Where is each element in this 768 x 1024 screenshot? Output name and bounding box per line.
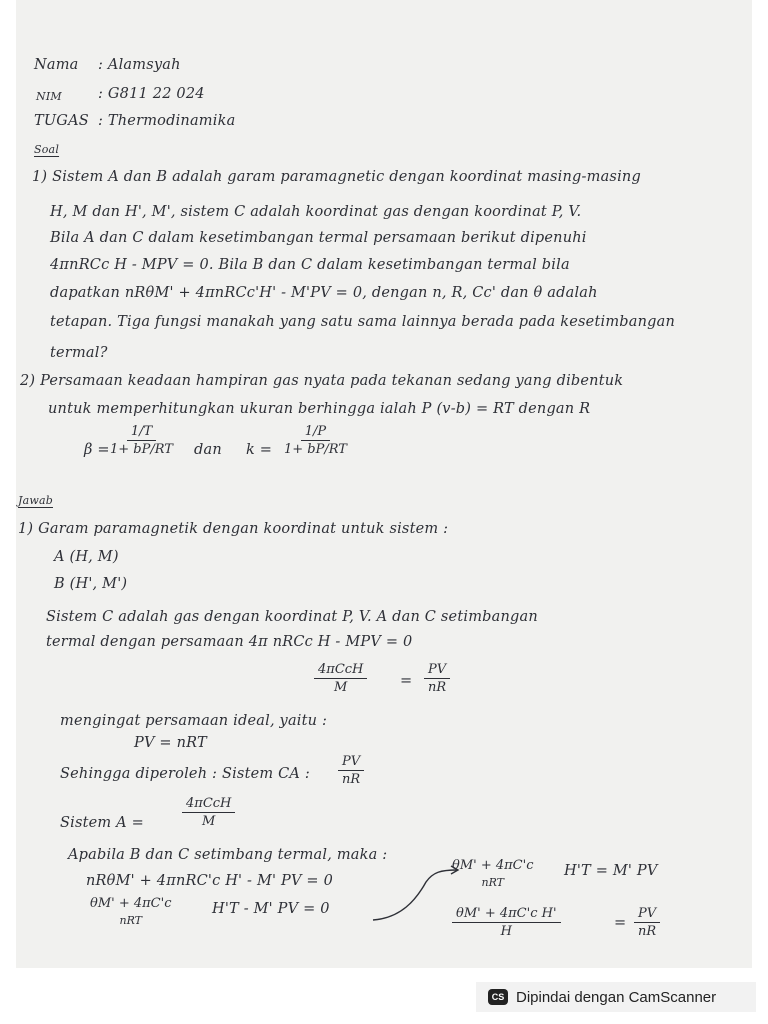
camscanner-footer — [476, 982, 756, 1012]
fraction-numerator: PV — [338, 754, 364, 771]
answer-line: 1) Garam paramagnetik dengan koordinat untuk sistem : — [18, 521, 449, 537]
q1-line: termal? — [50, 345, 108, 361]
answer-line: Sistem C adalah gas dengan koordinat P, V. A dan C setimbangan — [46, 609, 538, 625]
q2-line: 2) Persamaan keadaan hampiran gas nyata pada tekanan sedang yang dibentuk — [20, 373, 624, 389]
equation-r2-right-fraction — [634, 906, 660, 939]
equation-r2-fraction — [452, 906, 561, 939]
fraction-numerator: θM' + 4πC'c — [452, 858, 534, 873]
q2-line: untuk memperhitungkan ukuran berhingga ialah P (v-b) = RT dengan R — [48, 401, 591, 417]
apabila-line: Apabila B dan C setimbang termal, maka : — [68, 847, 388, 863]
equation-b2-fraction — [86, 896, 176, 928]
k-lhs: k = — [246, 442, 273, 458]
fraction-numerator: PV — [424, 662, 450, 679]
dan-word: dan — [194, 442, 222, 458]
beta-denominator: 1+ bP/RT — [110, 442, 173, 457]
ca-fraction — [338, 754, 364, 787]
k-denominator: 1+ bP/RT — [284, 442, 347, 457]
equation-b2-rest: H'T - M' PV = 0 — [212, 901, 330, 917]
equals-sign: = — [614, 915, 627, 931]
ideal-line: mengingat persamaan ideal, yaitu : — [60, 713, 328, 729]
fraction-denominator: M — [202, 814, 216, 829]
beta-numerator: 1/T — [127, 424, 156, 441]
equals-sign: = — [400, 673, 413, 689]
beta-lhs: β = — [84, 442, 110, 458]
fraction-4picch-over-m — [314, 662, 367, 695]
fraction-numerator: 4πCcH — [182, 796, 235, 813]
equation-r1-rest: H'T = M' PV — [564, 863, 658, 879]
task-label: TUGAS — [34, 113, 89, 129]
fraction-denominator: nRT — [481, 876, 504, 889]
answer-line: B (H', M') — [54, 576, 128, 592]
scanned-page — [16, 0, 752, 968]
fraction-numerator: θM' + 4πC'c H' — [452, 906, 561, 923]
fraction-denominator: nR — [341, 772, 361, 787]
fraction-denominator: nR — [427, 680, 447, 695]
q1-line: tetapan. Tiga fungsi manakah yang satu sama lainnya berada pada kesetimbangan — [50, 314, 676, 330]
answer-line: A (H, M) — [54, 549, 119, 565]
fraction-denominator: H — [500, 924, 512, 939]
jawab-heading: Jawab — [18, 494, 53, 507]
task-value: : Thermodinamika — [98, 113, 236, 129]
sehingga-line: Sehingga diperoleh : Sistem CA : — [60, 766, 310, 782]
fraction-numerator: θM' + 4πC'c — [90, 896, 172, 911]
ideal-equation: PV = nRT — [134, 735, 207, 751]
fraction-denominator: nRT — [119, 914, 142, 927]
q1-line: 4πnRCc H - MPV = 0. Bila B dan C dalam kesetimbangan termal bila — [50, 257, 570, 273]
equation-b1: nRθM' + 4πnRC'c H' - M' PV = 0 — [86, 873, 334, 889]
nim-label: NIM — [36, 90, 62, 103]
name-value: : Alamsyah — [98, 57, 181, 73]
sistem-a-line: Sistem A = — [60, 815, 145, 831]
answer-line: termal dengan persamaan 4π nRCc H - MPV = 0 — [46, 634, 413, 650]
equation-r1-fraction — [448, 858, 538, 890]
sistem-a-fraction — [182, 796, 235, 829]
name-label: Nama — [34, 57, 79, 73]
k-numerator: 1/P — [301, 424, 330, 441]
q1-line: 1) Sistem A dan B adalah garam paramagnetic dengan koordinat masing-masing — [32, 169, 641, 185]
q1-line: dapatkan nRθM' + 4πnRCc'H' - M'PV = 0, dengan n, R, Cc' dan θ adalah — [50, 285, 598, 301]
camscanner-logo: CS — [488, 989, 508, 1005]
fraction-denominator: nR — [637, 924, 657, 939]
fraction-denominator: M — [334, 680, 348, 695]
fraction-numerator: 4πCcH — [314, 662, 367, 679]
q1-line: Bila A dan C dalam kesetimbangan termal persamaan berikut dipenuhi — [50, 230, 587, 246]
camscanner-text: Dipindai dengan CamScanner — [516, 988, 717, 1006]
arrow-icon — [371, 860, 461, 930]
q1-line: H, M dan H', M', sistem C adalah koordinat gas dengan koordinat P, V. — [50, 204, 582, 220]
soal-heading: Soal — [34, 143, 60, 156]
beta-fraction — [110, 424, 173, 457]
fraction-pv-over-nr — [424, 662, 450, 695]
k-fraction — [284, 424, 347, 457]
fraction-numerator: PV — [634, 906, 660, 923]
nim-value: : G811 22 024 — [98, 86, 205, 102]
